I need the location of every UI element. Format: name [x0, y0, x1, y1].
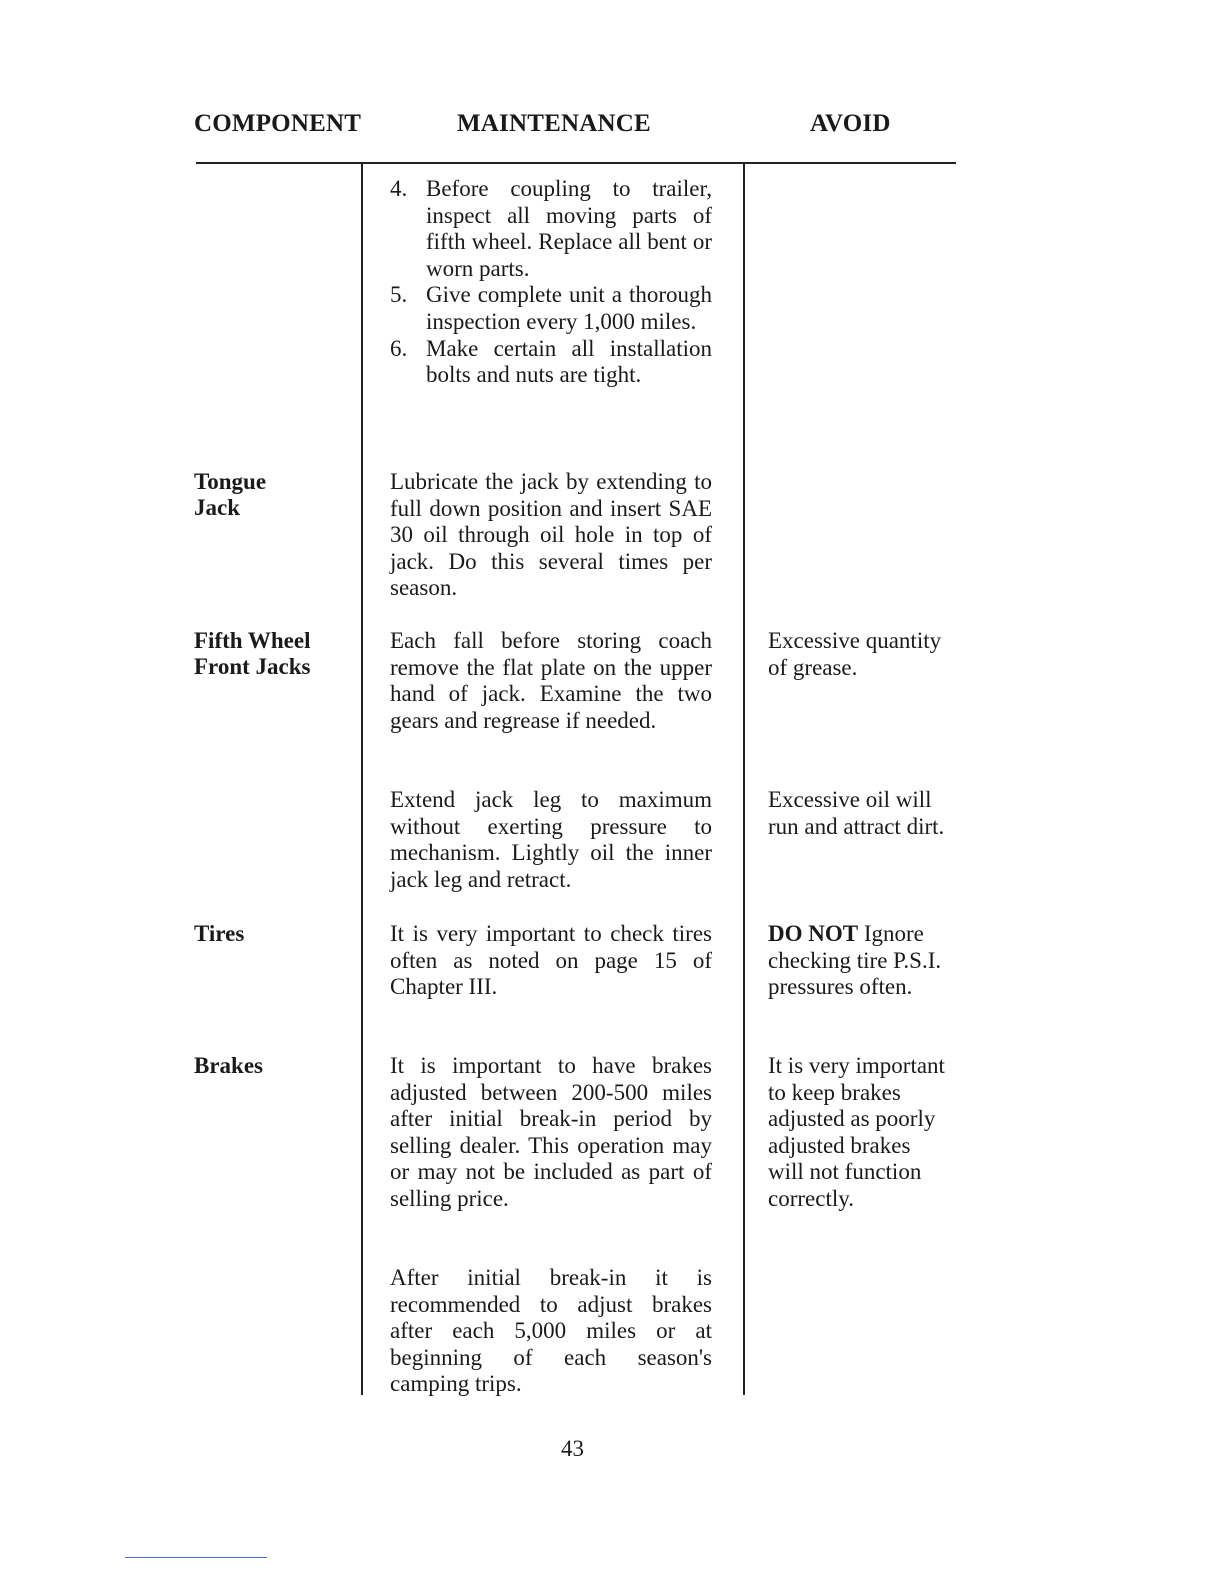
continued-steps	[390, 176, 712, 389]
maintenance-fifth-wheel-1: Each fall before storing coach remove the flat plate on the upper hand of jack. Examine the two gears and regrease if needed.	[390, 628, 712, 733]
avoid-fifth-wheel-1: Excessive quantity of grease.	[768, 628, 942, 680]
component-tongue-jack: Tongue Jack	[194, 469, 267, 520]
component-brakes: Brakes	[194, 1053, 263, 1078]
header-rule	[196, 162, 956, 164]
maintenance-fifth-wheel-2: Extend jack leg to maximum without exerting pressure to mechanism. Lightly oil the inner jack leg and retract.	[390, 787, 712, 892]
avoid-brakes: It is very important to keep brakes adjusted as poorly adjusted brakes will not function correctly.	[768, 1053, 945, 1211]
step-item	[390, 176, 712, 282]
maintenance-tires: It is very important to check tires often as noted on page 15 of Chapter III.	[390, 921, 712, 1000]
component-tires: Tires	[194, 921, 245, 946]
step-item	[390, 336, 712, 389]
page-number: 43	[561, 1436, 584, 1461]
header-avoid: AVOID	[810, 110, 891, 137]
maintenance-brakes-1: It is important to have brakes adjusted between 200-500 miles after initial break-in period by selling dealer. This operation may or may not be included as part of selling price.	[390, 1053, 712, 1211]
maintenance-brakes-2: After initial break-in it is recommended to adjust brakes after each 5,000 miles or at beginning of each season's camping trips.	[390, 1265, 712, 1397]
step-text: Give complete unit a thorough inspection every 1,000 miles.	[426, 282, 712, 334]
step-text: Before coupling to trailer, inspect all moving parts of fifth wheel. Replace all bent or worn parts.	[426, 176, 712, 281]
steps-list	[390, 176, 712, 389]
step-number: 5.	[390, 282, 408, 308]
avoid-tires-emphasis: DO NOT	[768, 921, 859, 946]
column-divider-right	[743, 163, 745, 1395]
step-number: 6.	[390, 335, 408, 361]
avoid-tires	[768, 921, 948, 1001]
header-component: COMPONENT	[194, 110, 362, 137]
footer-line	[125, 1557, 267, 1558]
avoid-tires-text: Ignore checking tire P.S.I. pressures often.	[768, 921, 942, 1000]
column-divider-left	[361, 163, 363, 1395]
maintenance-tongue-jack: Lubricate the jack by extending to full down position and insert SAE 30 oil through oil hole in top of jack. Do this several times per season.	[390, 469, 712, 601]
header-maintenance: MAINTENANCE	[457, 110, 651, 137]
component-fifth-wheel: Fifth Wheel Front Jacks	[194, 628, 311, 679]
step-item	[390, 282, 712, 335]
avoid-fifth-wheel-2: Excessive oil will run and attract dirt.	[768, 787, 945, 839]
step-text: Make certain all installation bolts and nuts are tight.	[426, 335, 712, 388]
step-number: 4.	[390, 176, 408, 201]
